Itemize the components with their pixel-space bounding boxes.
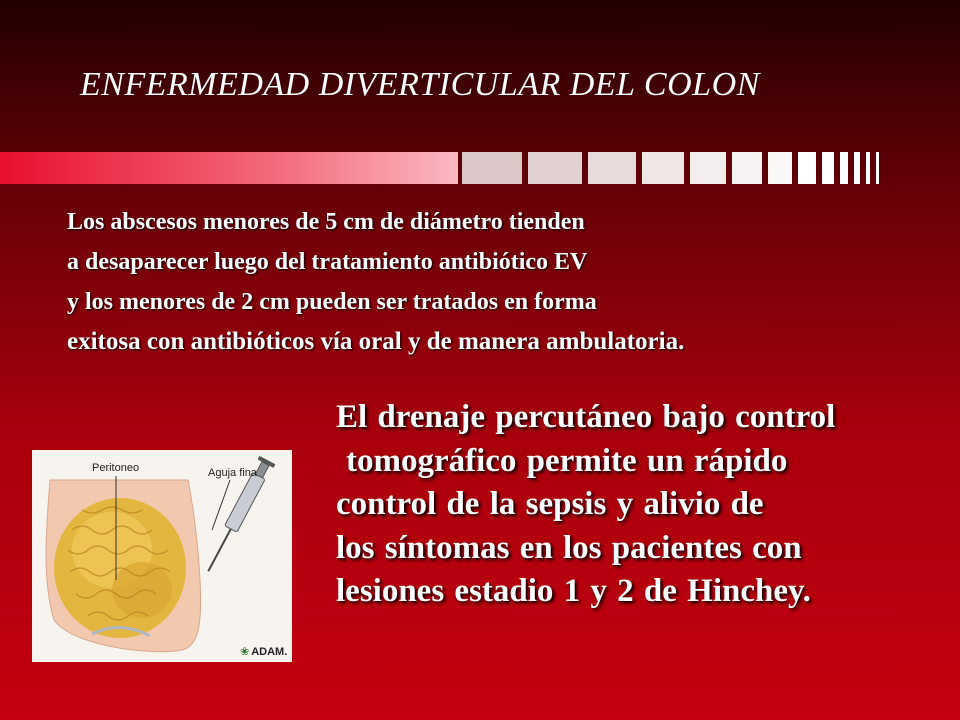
stripe-block: [822, 152, 834, 184]
stripe-gradient: [0, 152, 458, 184]
paragraph-line: los síntomas en los pacientes con: [336, 529, 802, 566]
stripe-block: [732, 152, 762, 184]
paragraph-line: a desaparecer luego del tratamiento antibiótico EV: [67, 249, 588, 275]
stripe-block: [854, 152, 860, 184]
stripe-block: [528, 152, 582, 184]
illustration-drawing: [32, 450, 292, 662]
stripe-block: [798, 152, 816, 184]
paragraph-line: y los menores de 2 cm pueden ser tratados en forma: [67, 289, 597, 315]
drainage-paragraph: [336, 396, 936, 614]
stripe-block: [876, 152, 879, 184]
stripe-block: [866, 152, 870, 184]
paragraph-line: Los abscesos menores de 5 cm de diámetro tienden: [67, 209, 585, 235]
abdomen-illustration: [32, 450, 292, 662]
stripe-block: [690, 152, 726, 184]
stripe-block: [462, 152, 522, 184]
paragraph-line: control de la sepsis y alivio de: [336, 486, 764, 522]
peritoneo-label: Peritoneo: [92, 462, 140, 474]
paragraph-line: tomográfico permite un rápido: [346, 442, 788, 479]
aguja-fina-label: Aguja fina: [208, 467, 257, 479]
stripe-block: [768, 152, 792, 184]
abscess-paragraph: [67, 202, 907, 362]
adam-logo: [240, 645, 287, 658]
decorative-stripe: [0, 152, 880, 184]
leaf-icon: ❀: [240, 646, 250, 658]
adam-logo-text: ADAM.: [251, 646, 288, 658]
stripe-block: [642, 152, 684, 184]
paragraph-line: exitosa con antibióticos vía oral y de manera ambulatoria.: [67, 328, 685, 355]
paragraph-line: lesiones estadio 1 y 2 de Hinchey.: [336, 573, 811, 609]
stripe-block: [588, 152, 636, 184]
paragraph-line: El drenaje percutáneo bajo control: [336, 399, 836, 435]
stripe-block: [840, 152, 848, 184]
slide-title: ENFERMEDAD DIVERTICULAR DEL COLON: [80, 66, 760, 103]
